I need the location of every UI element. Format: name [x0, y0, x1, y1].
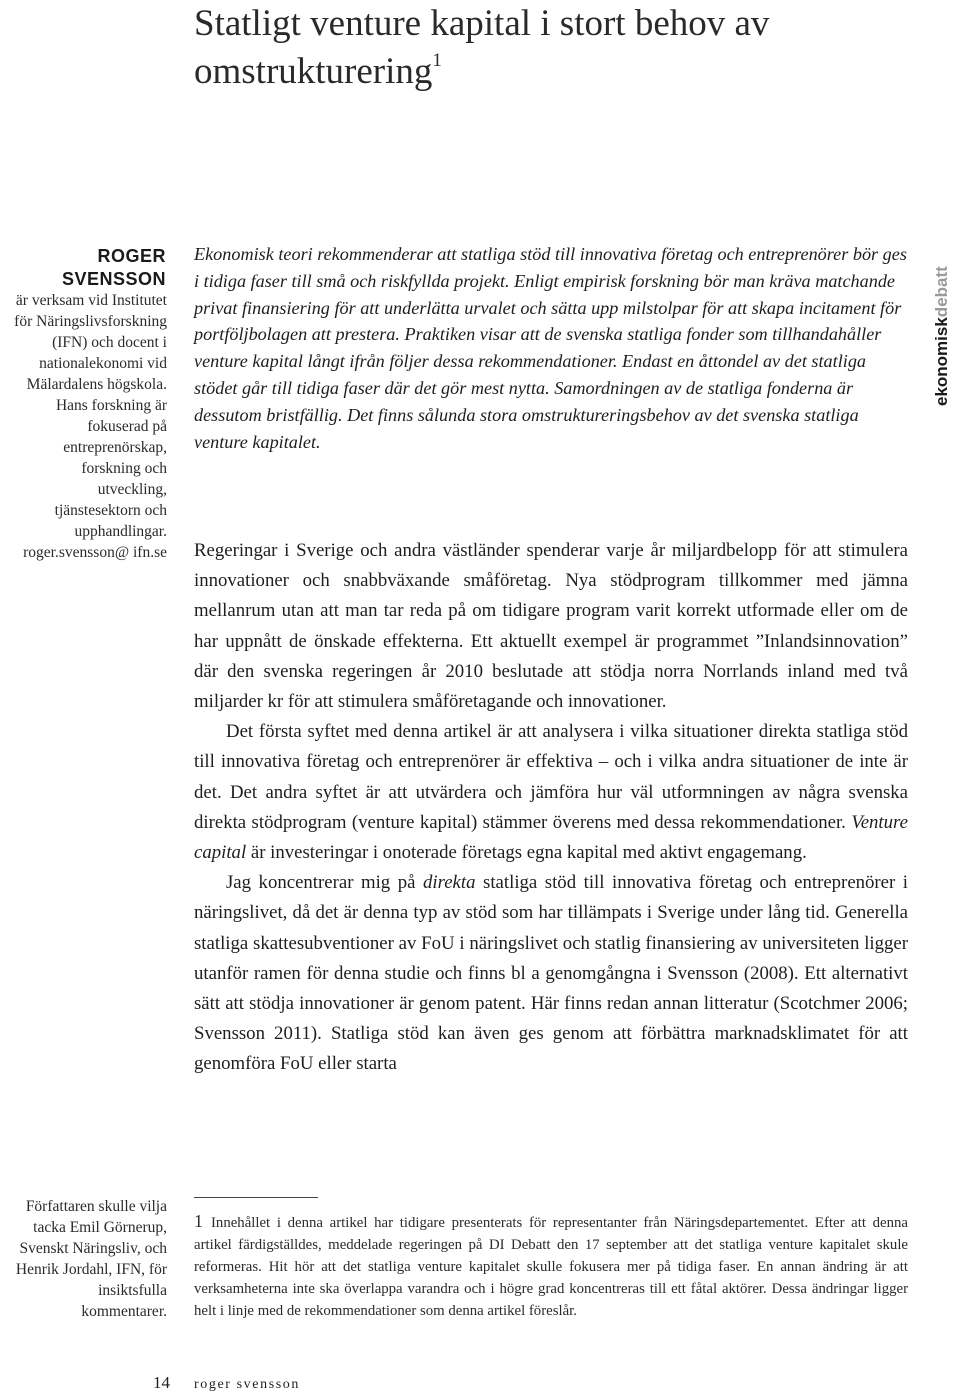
author-bio: är verksam vid Institutet för Näringslivsforskning (IFN) och docent i nationalekonomi vid Mälardalens högskola. Hans forskning är fokuserad på entreprenörskap, forskning och utveckling, tjänstesektorn och upphandlingar. roger.svensson@ ifn.se	[14, 292, 167, 561]
body-paragraph-1: Regeringar i Sverige och andra västländer spenderar varje år miljardbelopp för att stimulera innovationer och snabbväxande småföretag. Nya stödprogram tillkommer med jämna mellanrum utan att man tar reda på om tidigare program varit korrekt utformade eller om de har uppnått de önskade effekterna. Ett aktuellt exempel är programmet ”Inlandsinnovation” där den svenska regeringen år 2010 beslutade att stödja norra Norrlands inland med två miljarder kr för att stimulera småföretagande och innovationer.	[194, 540, 908, 713]
body-paragraph-2-text-cont: är investeringar i onoterade företags egna kapital med aktivt engagemang.	[250, 842, 807, 864]
running-footer: roger svensson	[194, 1377, 300, 1392]
venture-capital-term: Venture capital	[194, 811, 908, 864]
body-paragraph-3	[194, 868, 908, 1079]
footnote-mark: 1	[194, 1211, 203, 1231]
acknowledgement: Författaren skulle vilja tacka Emil Görnerup, Svenskt Näringsliv, och Henrik Jordahl, IFN, för insiktsfulla kommentarer.	[15, 1198, 167, 1320]
body-paragraph-3-text: Jag koncentrerar mig på	[226, 872, 416, 894]
journal-logo-text	[932, 266, 952, 406]
author-name: ROGER SVENSSON	[61, 246, 166, 289]
direkta-term: direkta	[422, 872, 476, 894]
title-footnote-mark: 1	[432, 50, 442, 71]
body-paragraph-2	[194, 717, 908, 868]
lead-paragraph: Ekonomisk teori rekommenderar att statliga stöd till innovativa företag och entreprenörer bör ges i tidiga faser till små och riskfyllda projekt. Enligt empirisk forskning bör man kräva matchande privat finansiering för att underlätta urvalet och sätta upp milstolpar för att skapa incitament för portföljbolagen att prestera. Praktiken visar att de svenska statliga fonder som tillhandahåller venture kapital långt ifrån följer dessa rekommendationer. Endast en åttondel av det statliga stödet går till tidiga faser där det gör mest nytta. Samordningen av de statliga fonderna är dessutom bristfällig. Det finns sålunda stora omstruktureringsbehov av det svenska statliga venture kapitalet.	[194, 244, 907, 452]
footnote-rule	[194, 1197, 318, 1198]
journal-logo	[930, 244, 954, 414]
article-title-text: Statligt venture kapital i stort behov av omstrukturering	[194, 3, 770, 92]
logo-part-ekonomisk: ekonomisk	[932, 317, 951, 406]
body-paragraph-2-text: Det första syftet med denna artikel är att analysera i vilka situationer direkta statliga stöd till innovativa företag och entreprenörer är effektiva – och i vilka andra situationer de inte är det. Det andra syftet är att utvärdera och jämföra hur väl utformningen av några svenska direkta stödprogram (venture kapital) stämmer överens med dessa rekommendationer.	[194, 721, 908, 833]
article-body	[194, 536, 908, 1080]
footnote-text: Innehållet i denna artikel har tidigare presenterats för representanter från Näringsdepartementet. Efter att denna artikel färdigställdes, meddelade regeringen på DI Debatt den 17 september att det statliga venture kapitalet skule reformeras. Hit hör att det statliga venture kapitalet skulle fokusera mer på tidiga faser. En annan ändring är att verksamheterna inte ska överlappa varandra och i högre grad koncentreras till ett fåtal aktörer. Dessa ändringar ligger helt i linje med de rekommendationer som denna artikel föreslår.	[194, 1215, 908, 1319]
page-number: 14	[153, 1373, 170, 1392]
footnote	[194, 1210, 908, 1322]
logo-part-debatt: debatt	[932, 266, 951, 318]
body-paragraph-3-text-cont: statliga stöd till innovativa företag och entreprenörer i näringslivet, då det är denna typ av stöd som har tillämpats i Sverige under lång tid. Generella statliga skattesubventioner av FoU i näringslivet och statlig finansiering av universiteten ligger utanför ramen för denna studie och finns bl a genomgångna i Svensson (2008). Ett alternativt sätt att stödja innovationer är genom patent. Här finns redan annan litteratur (Scotchmer 2006; Svensson 2011). Statliga stöd kan även ges genom att förbättra marknadsklimatet för att genomföra FoU eller starta	[194, 872, 909, 1075]
article-title	[194, 0, 934, 96]
